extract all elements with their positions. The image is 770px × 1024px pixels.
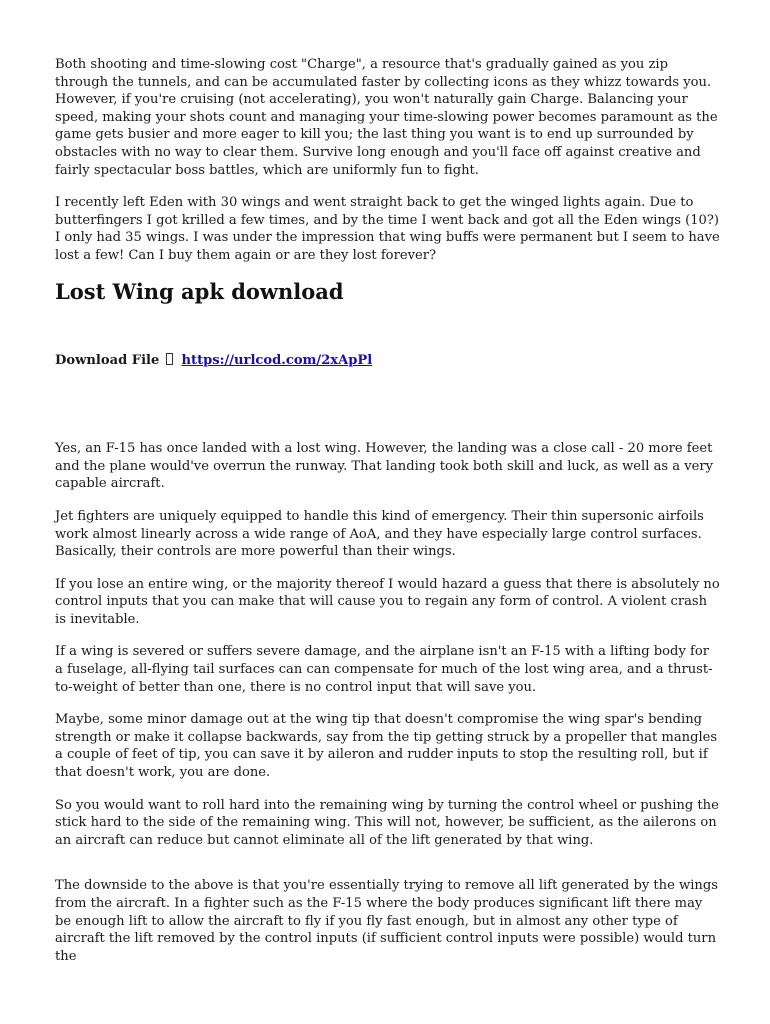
document-page <box>55 56 720 965</box>
box-glyph-icon <box>166 353 173 365</box>
paragraph-downside: The downside to the above is that you're essentially trying to remove all lift generated by the wings from the aircraft. In a fighter such as the F-15 where the body produces significant lift there may be enough lift to allow the aircraft to fly if you fly fast enough, but in almost any other type of aircraft the lift removed by the control inputs (if sufficient control inputs were possible) would turn the <box>55 878 718 964</box>
paragraph-wing-severed: If a wing is severed or suffers severe damage, and the airplane isn't an F-15 with a lifting body for a fuselage, all-flying tail surfaces can can compensate for much of the lost wing area, and a thrust-to-weight of better than one, there is no control input that will save you. <box>55 644 713 695</box>
paragraph-f15-landing: Yes, an F-15 has once landed with a lost wing. However, the landing was a close call - 20 more feet and the plane would've overrun the runway. That landing took both skill and luck, as well as a very capable aircraft. <box>55 441 714 492</box>
paragraph-eden-wings: I recently left Eden with 30 wings and went straight back to get the winged lights again. Due to butterfingers I got krilled a few times, and by the time I went back and got all the Eden wings (10?) I only had 35 wings. I was under the impression that wing buffs were permanent but I seem to have lost a few! Can I buy them again or are they lost forever? <box>55 195 720 263</box>
paragraph-jet-fighters: Jet fighters are uniquely equipped to handle this kind of emergency. Their thin supersonic airfoils work almost linearly across a wide range of AoA, and they have especially large control surfaces. Basically, their controls are more powerful than their wings. <box>55 508 704 560</box>
download-label: Download File <box>55 352 160 368</box>
page-heading: Lost Wing apk download <box>55 278 344 304</box>
paragraph-lose-entire-wing: If you lose an entire wing, or the majority thereof I would hazard a guess that there is absolutely no control inputs that you can make that will cause you to regain any form of control. A violent crash is inevitable. <box>55 576 720 627</box>
paragraph-minor-damage: Maybe, some minor damage out at the wing tip that doesn't compromise the wing spar's bending strength or make it collapse backwards, say from the tip getting struck by a propeller that mangles a couple of feet of tip, you can save it by aileron and rudder inputs to stop the resulting roll, but if that doesn't work, you are done. <box>55 712 718 781</box>
download-link[interactable]: https://urlcod.com/2xApPl <box>181 352 373 368</box>
paragraph-charge: Both shooting and time-slowing cost "Charge", a resource that's gradually gained as you zip through the tunnels, and can be accumulated faster by collecting icons as they whizz towards you. However, if you're cruising (not accelerating), you won't naturally gain Charge. Balancing your speed, making your shots count and managing your time-slowing power becomes paramount as the game gets busier and more eager to kill you; the last thing you want is to end up surrounded by obstacles with no way to clear them. Survive long enough and you'll face off against creative and fairly spectacular boss battles, which are uniformly fun to fight. <box>55 57 718 178</box>
download-line <box>55 352 720 370</box>
paragraph-roll-hard: So you would want to roll hard into the remaining wing by turning the control wheel or pushing the stick hard to the side of the remaining wing. This will not, however, be sufficient, as the ailerons on an aircraft can reduce but cannot eliminate all of the lift generated by that wing. <box>55 797 719 848</box>
